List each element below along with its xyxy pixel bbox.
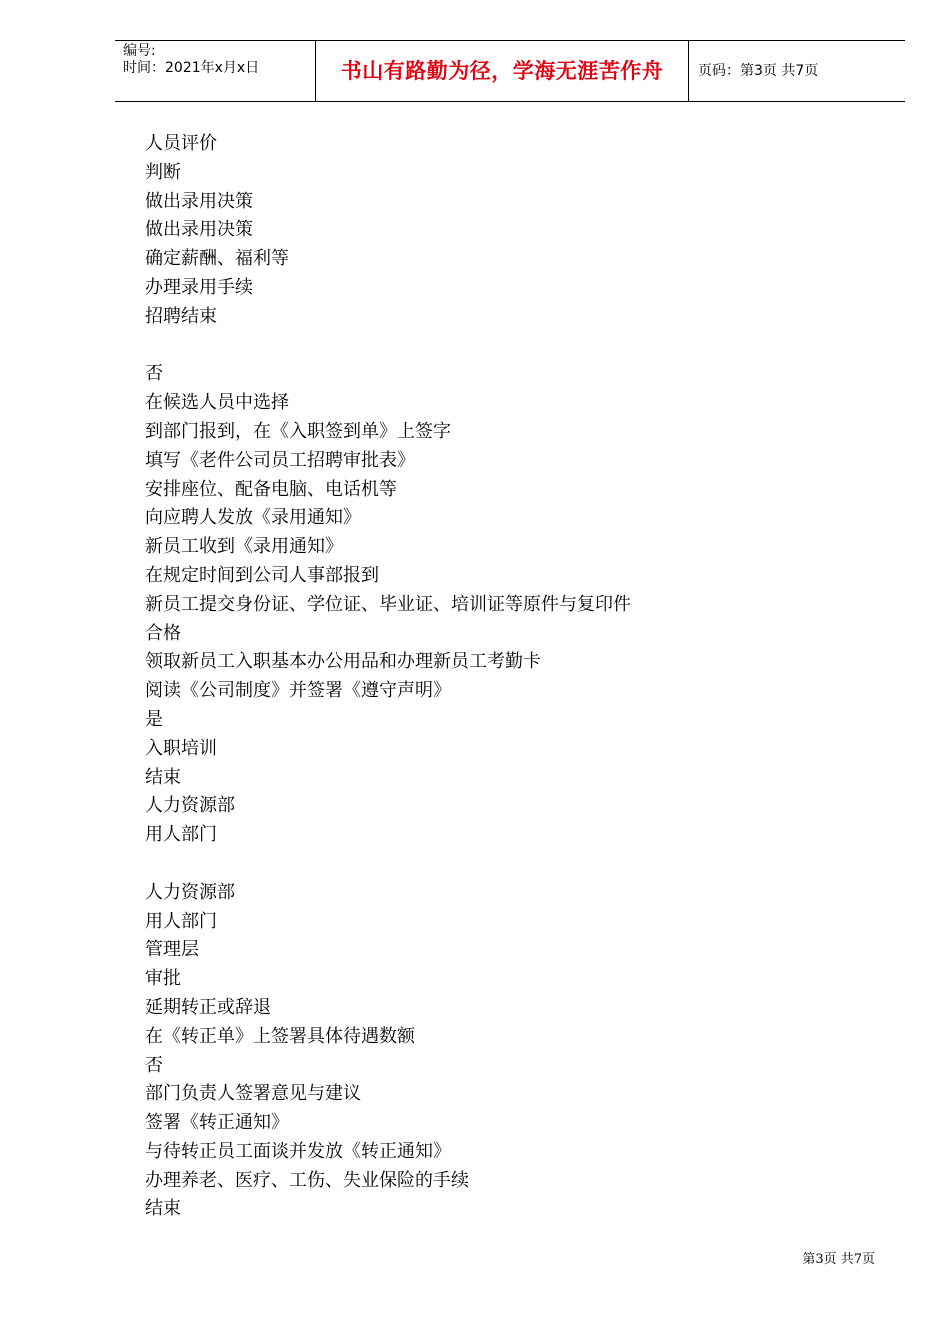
header-page-info: 页码：第3页 共7页: [698, 63, 819, 79]
text-line: 人力资源部: [145, 795, 235, 817]
text-line: 在《转正单》上签署具体待遇数额: [145, 1025, 415, 1047]
text-line: 做出录用决策: [145, 190, 253, 212]
document-time-label: 时间：2021年x月x日: [123, 60, 260, 76]
text-line: 管理层: [145, 939, 199, 961]
text-line: 用人部门: [145, 910, 217, 932]
text-line: 招聘结束: [145, 305, 217, 327]
text-line: 人员评价: [145, 133, 217, 154]
text-line: 延期转正或辞退: [145, 996, 271, 1018]
page-footer: 第3页 共7页: [802, 1252, 875, 1267]
header-motto: 书山有路勤为径，学海无涯苦作舟: [340, 59, 664, 83]
text-line: 结束: [145, 766, 181, 788]
blank-line: [145, 332, 865, 361]
header-meta: [123, 43, 313, 77]
text-line: 部门负责人签署意见与建议: [145, 1083, 361, 1105]
text-line: 办理录用手续: [145, 276, 253, 298]
text-line: 与待转正员工面谈并发放《转正通知》: [145, 1140, 451, 1162]
text-line: 到部门报到，在《入职签到单》上签字: [145, 420, 451, 442]
text-line: 阅读《公司制度》并签署《遵守声明》: [145, 680, 451, 702]
text-line: 安排座位、配备电脑、电话机等: [145, 478, 397, 500]
text-line: 入职培训: [145, 737, 217, 759]
text-line: 新员工收到《录用通知》: [145, 536, 343, 558]
header-divider: [688, 41, 689, 101]
text-line: 否: [145, 363, 163, 385]
text-line: 审批: [145, 968, 181, 990]
text-line: 合格: [145, 622, 181, 644]
text-line: 向应聘人发放《录用通知》: [145, 507, 361, 529]
blank-line: [145, 850, 865, 879]
text-line: 用人部门: [145, 824, 217, 846]
page-header: [115, 40, 905, 102]
text-line: 是: [145, 708, 163, 730]
text-line: 确定薪酬、福利等: [145, 248, 289, 270]
text-line: 做出录用决策: [145, 219, 253, 241]
text-line: 办理养老、医疗、工伤、失业保险的手续: [145, 1169, 469, 1191]
document-number-label: 编号:: [123, 43, 156, 59]
text-line: 人力资源部: [145, 881, 235, 903]
text-line: 否: [145, 1054, 163, 1076]
text-line: 在候选人员中选择: [145, 392, 289, 414]
text-line: 签署《转正通知》: [145, 1112, 289, 1134]
text-line: 新员工提交身份证、学位证、毕业证、培训证等原件与复印件: [145, 593, 631, 615]
text-line: 在规定时间到公司人事部报到: [145, 564, 379, 586]
document-body: [145, 130, 865, 1224]
text-line: 领取新员工入职基本办公用品和办理新员工考勤卡: [145, 651, 541, 673]
text-line: 填写《老件公司员工招聘审批表》: [145, 449, 415, 471]
text-line: 判断: [145, 161, 181, 183]
text-line: 结束: [145, 1198, 181, 1220]
